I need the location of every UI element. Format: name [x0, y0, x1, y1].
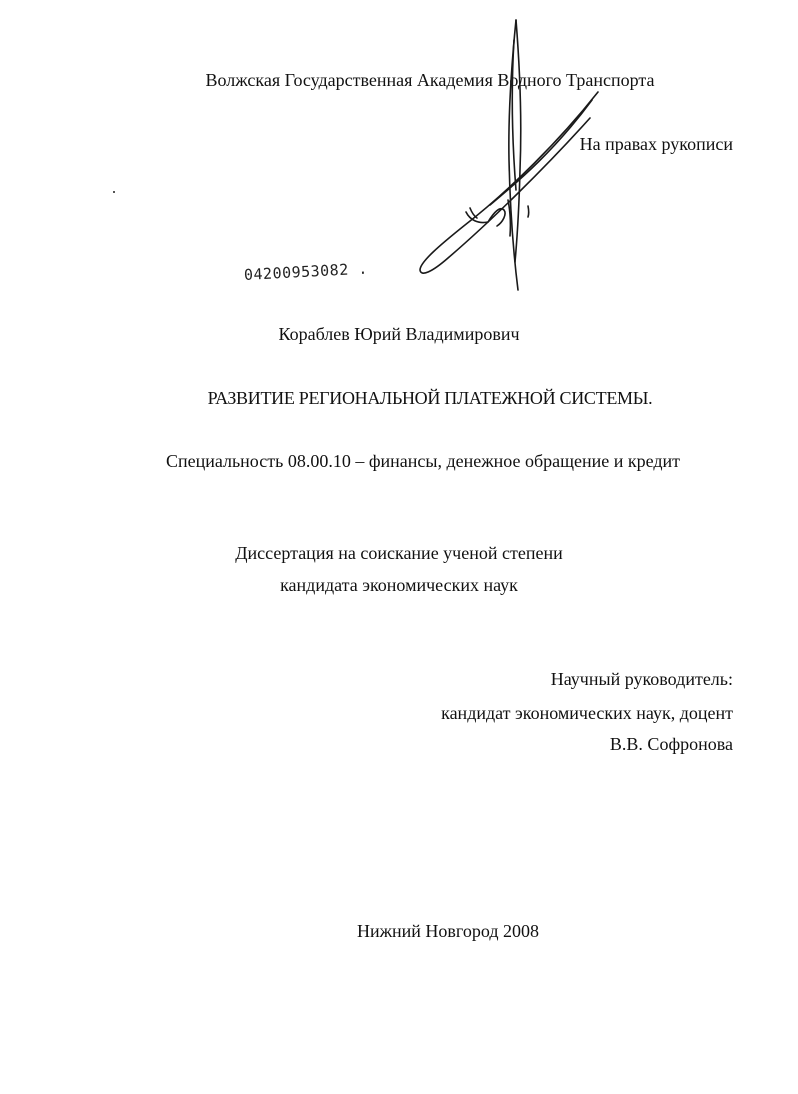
city-year: Нижний Новгород 2008	[356, 921, 540, 941]
degree-line-2: кандидата экономических наук	[280, 575, 518, 595]
supervisor-name: В.В. Софронова	[609, 734, 733, 754]
institution-name: Волжская Государственная Академия Водного Транспорта	[205, 70, 655, 90]
supervisor-title: кандидат экономических наук, доцент	[441, 703, 733, 723]
author-name: Кораблев Юрий Владимирович	[278, 324, 520, 344]
scan-speck	[113, 191, 115, 193]
manuscript-rights-label: На правах рукописи	[579, 134, 733, 154]
thesis-title: РАЗВИТИЕ РЕГИОНАЛЬНОЙ ПЛАТЕЖНОЙ СИСТЕМЫ.	[207, 388, 653, 408]
specialty-line: Специальность 08.00.10 – финансы, денежное обращение и кредит	[165, 451, 681, 471]
degree-line-1: Диссертация на соискание ученой степени	[235, 543, 563, 563]
archive-number: 04200953082 .	[243, 259, 369, 284]
supervisor-label: Научный руководитель:	[550, 669, 733, 689]
